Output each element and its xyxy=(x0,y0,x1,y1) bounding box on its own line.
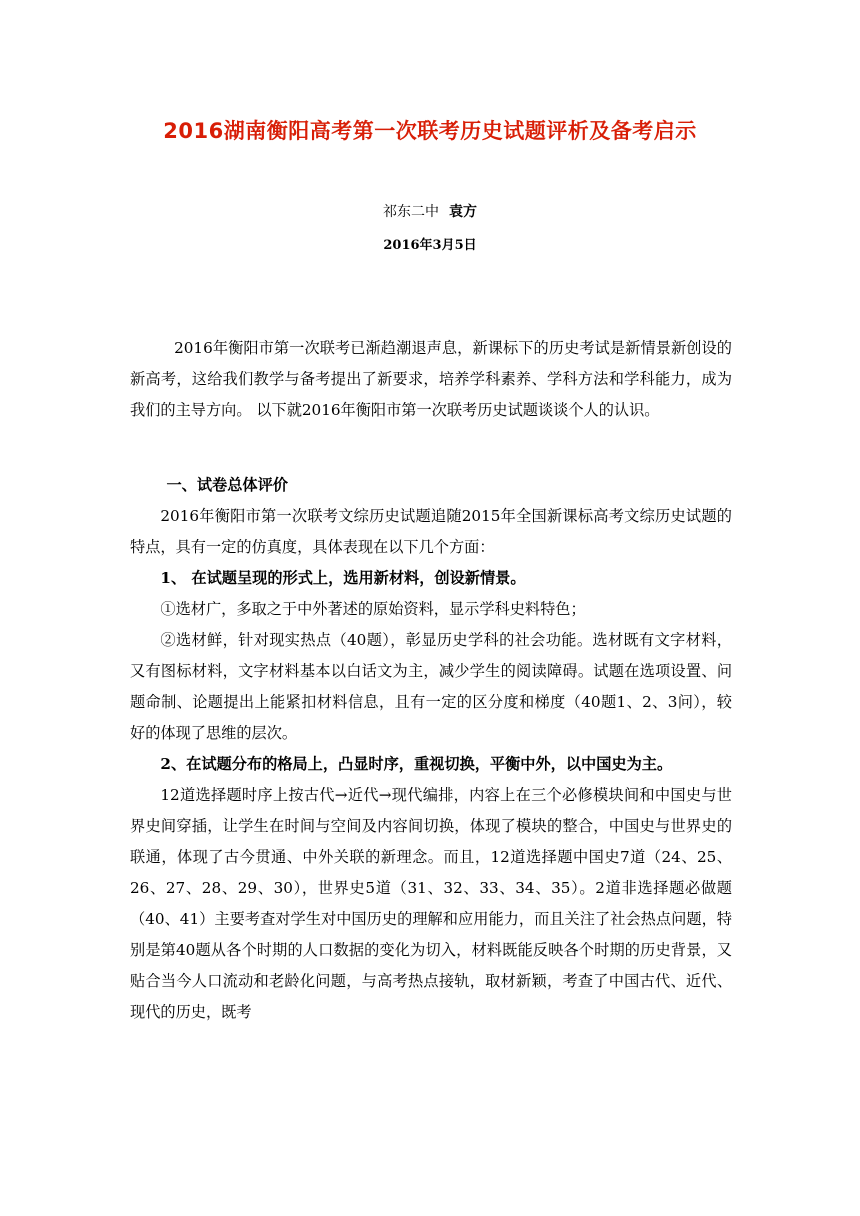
point-paragraph: ①选材广，多取之于中外著述的原始资料，显示学科史料特色； xyxy=(160,600,586,618)
point-heading: 1、 在试题呈现的形式上，选用新材料，创设新情景。 xyxy=(160,569,526,587)
intro-paragraph: 2016年衡阳市第一次联考已渐趋潮退声息，新课标下的历史考试是新情景新创设的新高考，这给我们教学与备考提出了新要求，培养学科素养、学科方法和学科能力，成为我们的主导方向。 以下就2016年衡阳市第一次联考历史试题谈谈个人的认识。 xyxy=(130,339,732,419)
document-title: 2016湖南衡阳高考第一次联考历史试题评析及备考启示 xyxy=(163,119,697,143)
author-name: 袁方 xyxy=(449,204,477,220)
document-date: 2016年3月5日 xyxy=(383,238,477,253)
section-heading: 一、试卷总体评价 xyxy=(166,476,288,494)
author-line xyxy=(0,201,860,221)
point-paragraph: 12道选择题时序上按古代→近代→现代编排，内容上在三个必修模块间和中国史与世界史间穿插，让学生在时间与空间及内容间切换，体现了模块的整合，中国史与世界史的联通，体现了古今贯通、中外关联的新理念。而且，12道选择题中国史7道（24、25、26、27、28、29、30），世界史5道（31、32、33、34、35）。2道非选择题必做题（40、41）主要考查对学生对中国历史的理解和应用能力，而且关注了社会热点问题，特别是第40题从各个时期的人口数据的变化为切入，材料既能反映各个时期的历史背景，又贴合当今人口流动和老龄化问题，与高考热点接轨，取材新颖，考查了中国古代、近代、现代的历史，既考 xyxy=(130,786,732,1021)
section-paragraph: 2016年衡阳市第一次联考文综历史试题追随2015年全国新课标高考文综历史试题的特点，具有一定的仿真度，具体表现在以下几个方面： xyxy=(130,507,732,556)
document-body xyxy=(130,333,732,1028)
point-paragraph: ②选材鲜，针对现实热点（40题），彰显历史学科的社会功能。选材既有文字材料，又有图标材料，文字材料基本以白话文为主，减少学生的阅读障碍。试题在选项设置、问题命制、论题提出上能紧扣材料信息，且有一定的区分度和梯度（40题1、2、3问），较好的体现了思维的层次。 xyxy=(130,631,732,742)
point-heading: 2、在试题分布的格局上，凸显时序，重视切换，平衡中外，以中国史为主。 xyxy=(160,755,673,773)
author-school: 祁东二中 xyxy=(383,204,439,220)
